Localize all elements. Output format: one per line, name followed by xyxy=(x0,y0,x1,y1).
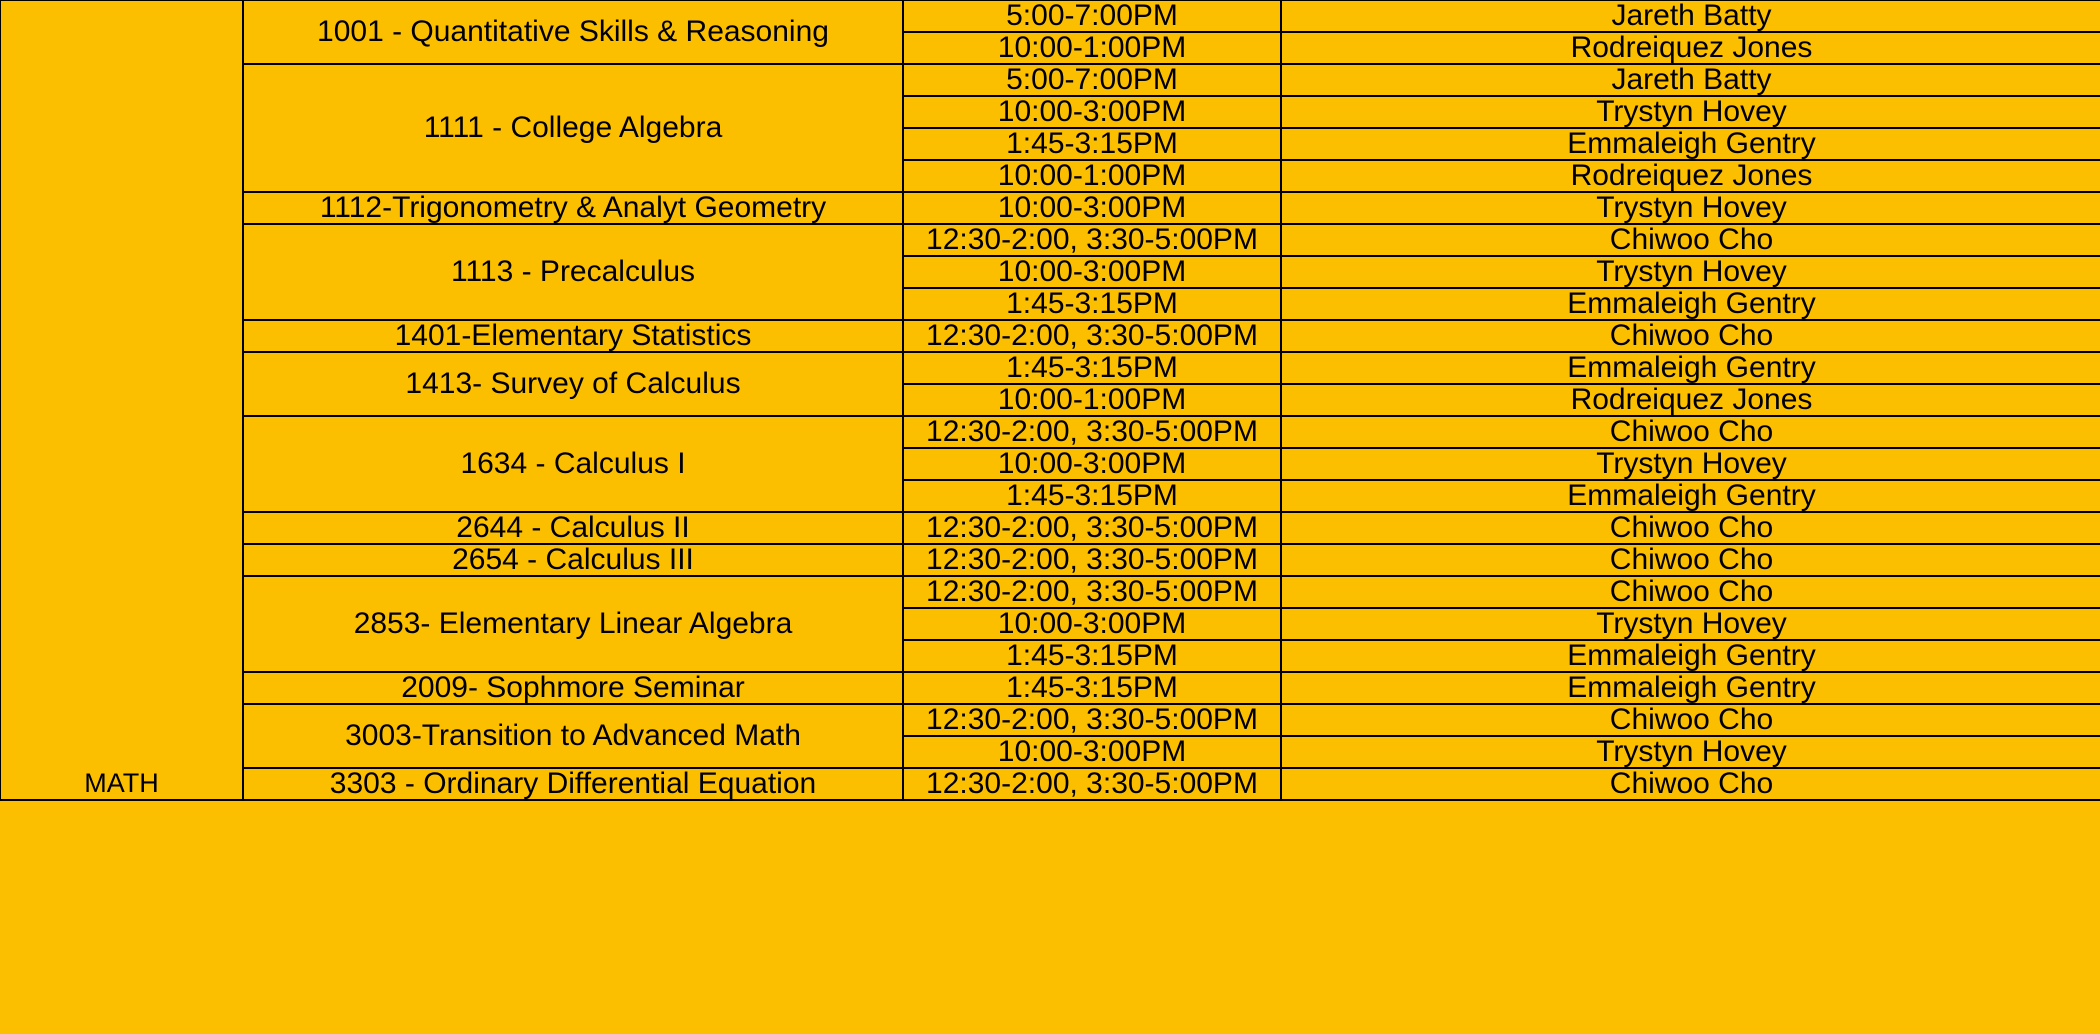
course-name-cell: 2853- Elementary Linear Algebra xyxy=(243,576,903,672)
tutor-name-cell: Rodreiquez Jones xyxy=(1281,32,2100,64)
tutor-name-cell: Emmaleigh Gentry xyxy=(1281,640,2100,672)
course-name-cell: 2654 - Calculus III xyxy=(243,544,903,576)
session-row xyxy=(0,224,2100,256)
session-time-cell: 10:00-3:00PM xyxy=(903,736,1281,768)
tutor-name-cell: Trystyn Hovey xyxy=(1281,736,2100,768)
session-time-cell: 10:00-1:00PM xyxy=(903,32,1281,64)
tutor-name-cell: Trystyn Hovey xyxy=(1281,96,2100,128)
session-time-cell: 1:45-3:15PM xyxy=(903,480,1281,512)
tutor-name-cell: Trystyn Hovey xyxy=(1281,608,2100,640)
session-time-cell: 10:00-3:00PM xyxy=(903,96,1281,128)
session-time-cell: 12:30-2:00, 3:30-5:00PM xyxy=(903,768,1281,800)
tutor-name-cell: Rodreiquez Jones xyxy=(1281,160,2100,192)
tutor-name-cell: Jareth Batty xyxy=(1281,0,2100,32)
session-time-cell: 1:45-3:15PM xyxy=(903,672,1281,704)
session-time-cell: 12:30-2:00, 3:30-5:00PM xyxy=(903,224,1281,256)
session-row xyxy=(0,352,2100,384)
tutor-name-cell: Emmaleigh Gentry xyxy=(1281,128,2100,160)
session-row xyxy=(0,0,2100,32)
session-time-cell: 12:30-2:00, 3:30-5:00PM xyxy=(903,544,1281,576)
session-row xyxy=(0,416,2100,448)
session-row xyxy=(0,576,2100,608)
session-time-cell: 10:00-1:00PM xyxy=(903,384,1281,416)
tutor-name-cell: Chiwoo Cho xyxy=(1281,416,2100,448)
tutor-name-cell: Jareth Batty xyxy=(1281,64,2100,96)
tutor-name-cell: Emmaleigh Gentry xyxy=(1281,672,2100,704)
course-name-cell: 2009- Sophmore Seminar xyxy=(243,672,903,704)
tutor-name-cell: Emmaleigh Gentry xyxy=(1281,352,2100,384)
tutor-name-cell: Trystyn Hovey xyxy=(1281,256,2100,288)
session-row xyxy=(0,64,2100,96)
session-time-cell: 1:45-3:15PM xyxy=(903,640,1281,672)
session-row xyxy=(0,544,2100,576)
department-label: MATH xyxy=(0,0,243,800)
session-time-cell: 5:00-7:00PM xyxy=(903,0,1281,32)
session-time-cell: 12:30-2:00, 3:30-5:00PM xyxy=(903,512,1281,544)
tutor-name-cell: Chiwoo Cho xyxy=(1281,576,2100,608)
session-row xyxy=(0,320,2100,352)
course-name-cell: 1634 - Calculus I xyxy=(243,416,903,512)
tutor-name-cell: Chiwoo Cho xyxy=(1281,320,2100,352)
session-time-cell: 12:30-2:00, 3:30-5:00PM xyxy=(903,576,1281,608)
tutor-name-cell: Chiwoo Cho xyxy=(1281,544,2100,576)
tutor-name-cell: Emmaleigh Gentry xyxy=(1281,288,2100,320)
tutor-name-cell: Chiwoo Cho xyxy=(1281,224,2100,256)
session-time-cell: 10:00-3:00PM xyxy=(903,192,1281,224)
tutor-name-cell: Chiwoo Cho xyxy=(1281,512,2100,544)
course-name-cell: 1113 - Precalculus xyxy=(243,224,903,320)
session-time-cell: 5:00-7:00PM xyxy=(903,64,1281,96)
course-name-cell: 1112-Trigonometry & Analyt Geometry xyxy=(243,192,903,224)
tutor-name-cell: Trystyn Hovey xyxy=(1281,448,2100,480)
session-time-cell: 10:00-1:00PM xyxy=(903,160,1281,192)
session-time-cell: 1:45-3:15PM xyxy=(903,288,1281,320)
course-name-cell: 1111 - College Algebra xyxy=(243,64,903,192)
session-time-cell: 1:45-3:15PM xyxy=(903,352,1281,384)
session-time-cell: 1:45-3:15PM xyxy=(903,128,1281,160)
session-row xyxy=(0,672,2100,704)
session-time-cell: 10:00-3:00PM xyxy=(903,448,1281,480)
course-name-cell: 1413- Survey of Calculus xyxy=(243,352,903,416)
course-name-cell: 2644 - Calculus II xyxy=(243,512,903,544)
tutor-name-cell: Chiwoo Cho xyxy=(1281,704,2100,736)
session-row xyxy=(0,192,2100,224)
course-name-cell: 1001 - Quantitative Skills & Reasoning xyxy=(243,0,903,64)
session-row xyxy=(0,704,2100,736)
session-time-cell: 12:30-2:00, 3:30-5:00PM xyxy=(903,704,1281,736)
course-name-cell: 3003-Transition to Advanced Math xyxy=(243,704,903,768)
session-time-cell: 10:00-3:00PM xyxy=(903,256,1281,288)
tutor-name-cell: Trystyn Hovey xyxy=(1281,192,2100,224)
tutor-name-cell: Rodreiquez Jones xyxy=(1281,384,2100,416)
tutor-name-cell: Chiwoo Cho xyxy=(1281,768,2100,800)
course-name-cell: 3303 - Ordinary Differential Equation xyxy=(243,768,903,800)
session-row xyxy=(0,768,2100,800)
tutor-name-cell: Emmaleigh Gentry xyxy=(1281,480,2100,512)
session-row xyxy=(0,512,2100,544)
session-time-cell: 12:30-2:00, 3:30-5:00PM xyxy=(903,320,1281,352)
session-time-cell: 12:30-2:00, 3:30-5:00PM xyxy=(903,416,1281,448)
course-name-cell: 1401-Elementary Statistics xyxy=(243,320,903,352)
session-time-cell: 10:00-3:00PM xyxy=(903,608,1281,640)
